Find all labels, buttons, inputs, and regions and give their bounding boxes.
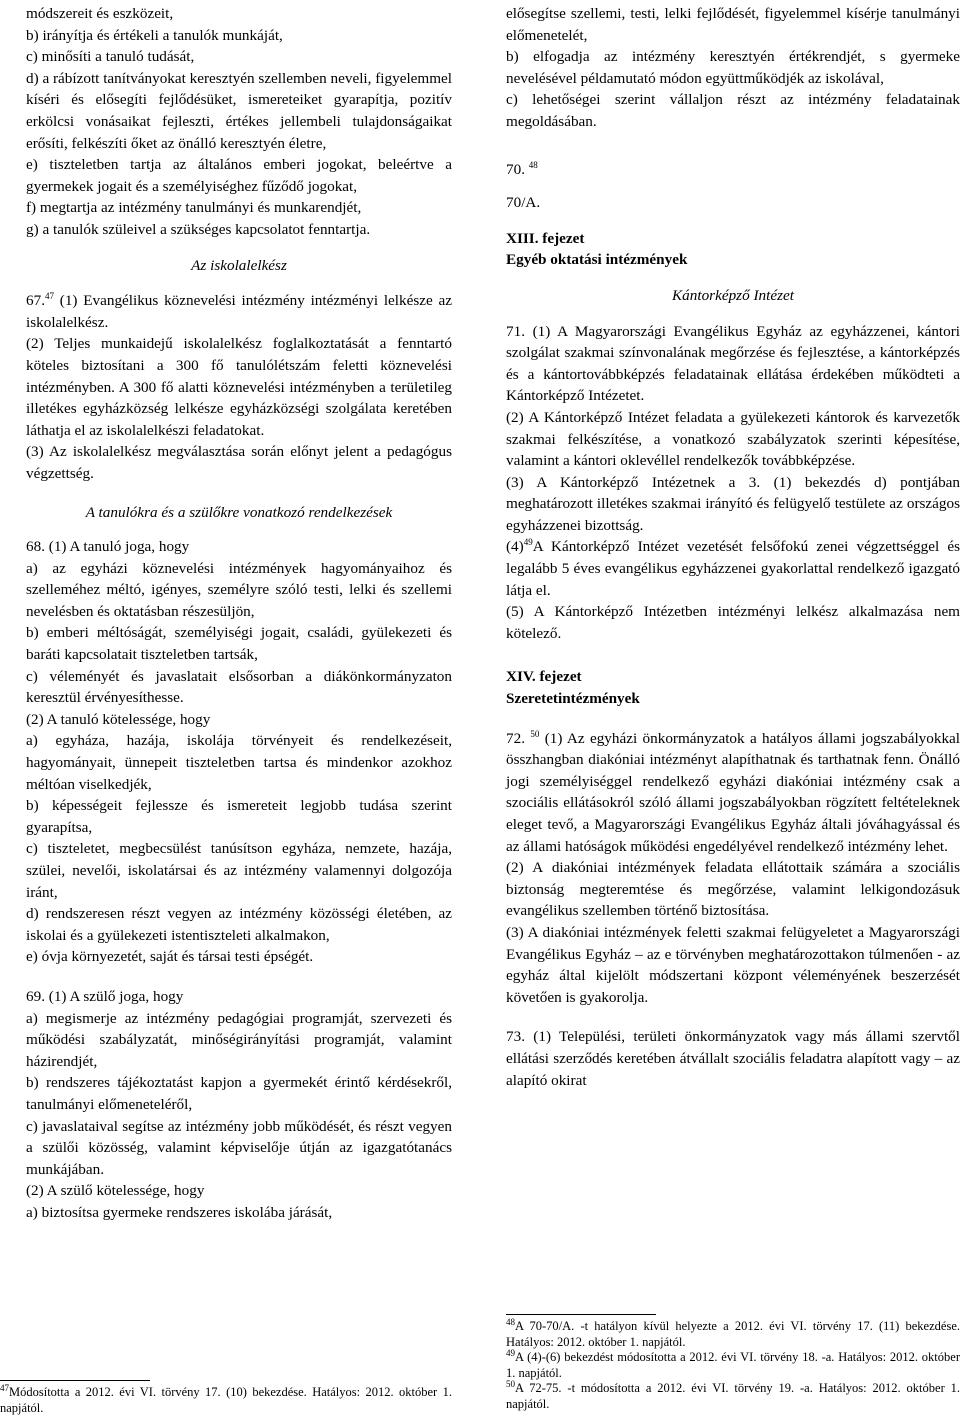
footnote-48: $^{48}$A 70-70/A. -t hatályon kívül helyezte a 2012. évi VI. törvény 17. (11) bekezdése. Hatályos: 2012. október 1. napjától. — [506, 1316, 960, 1349]
footnote-ref: 48 — [528, 159, 538, 170]
section-number: 72. — [506, 729, 531, 747]
paragraph: a) megismerje az intézmény pedagógiai programját, szervezeti és működési szabályzatát, minőségirányítási programját, valamint házirendjét, — [26, 1009, 452, 1070]
footnote-47: $^{47}$Módosította a 2012. évi VI. törvény 17. (10) bekezdése. Hatályos: 2012. október 1. napjától. — [0, 1382, 452, 1415]
paragraph: (2) A tanuló kötelessége, hogy — [26, 710, 211, 728]
section-number: 69. — [26, 987, 49, 1005]
section-heading-school-pastor: Az iskolalelkész — [191, 256, 287, 274]
section-73: 73. (1) Települési, területi önkormányzatok vagy más állami szervtől ellátási szerződés keretében átvállalt szociális feladatra alapított vagy – az alapító okirat — [506, 1028, 960, 1089]
paragraph: c) véleményét és javaslatait elsősorban a diákönkormányzaton keresztül érvényesíthesse. — [26, 667, 452, 707]
intro-line: c) minősíti a tanuló tudását, — [26, 48, 195, 66]
section-number: 70. — [506, 160, 529, 178]
intro-line: d) a rábízott tanítványokat keresztyén szellemben neveli, figyelemmel kíséri és elősegíti fejlődésüket, ismereteiket gyarapítja, pozitív erkölcsi vonásaikat fejleszti, értékes jellembeli tulajdonságaikat erősíti, felkészíti őket az önálló keresztyén életre, — [26, 69, 452, 152]
right-footnotes — [506, 1314, 960, 1412]
chapter-14-title: XIV. fejezet — [506, 668, 582, 686]
paragraph: b) képességeit fejlessze és ismereteit legjobb tudása szerint gyarapítsa, — [26, 797, 452, 836]
paragraph: elősegítse szellemi, testi, lelki fejlődését, figyelemmel kísérje tanulmányi előmenetelét, — [506, 5, 960, 44]
paragraph: a) egyháza, hazája, iskolája törvényeit és rendelkezéseit, hagyományait, ünnepeit tiszteletben tartsa és mindenkor azokhoz méltóan viselkedjék, — [26, 732, 452, 793]
footnote-ref: 47 — [44, 291, 54, 302]
paragraph: b) elfogadja az intézmény keresztyén értékrendjét, s gyermeke nevelésével példamutató módon együttműködjék az iskolával, — [506, 48, 960, 87]
section-69: 69. (1) A szülő joga, hogy — [26, 987, 184, 1005]
chapter-13-title: XIII. fejezet — [506, 229, 585, 247]
intro-line: f) megtartja az intézmény tanulmányi és munkarendjét, — [26, 199, 362, 217]
paragraph: c) lehetőségei szerint vállaljon részt az intézmény feladatainak megoldásában. — [506, 91, 960, 130]
paragraph: $(4)^{49}A$ Kántorképző Intézet vezetését felsőfokú zenei végzettséggel és legalább 5 éves evangélikus egyházzenei gyakorlattal rendelkező igazgató látja el. — [506, 537, 960, 599]
section-number: 73. — [506, 1028, 534, 1046]
section-number: 68. — [26, 538, 49, 556]
section-number: 71. — [506, 322, 533, 340]
left-column — [26, 0, 452, 1223]
section-71: 71. (1) A Magyarországi Evangélikus Egyház az egyházzenei, kántori szolgálat szakmai színvonalának megőrzése és fejlesztése, a kántorképzés és a kántortovábbképzés feladatainak ellátása érdekében működteti a Kántorképző Intézetet. — [506, 322, 960, 405]
chapter-14-subtitle: Szeretetintézmények — [506, 690, 640, 708]
intro-line: g) a tanulók szüleivel a szükséges kapcsolatot fenntartja. — [26, 220, 371, 238]
paragraph: d) rendszeresen részt vegyen az intézmény közösségi életében, az iskolai és a gyülekezeti istentiszteleti alkalmakon, — [26, 905, 452, 944]
section-heading-students-parents: A tanulókra és a szülőkre vonatkozó rendelkezések — [85, 504, 393, 522]
section-68: 68. (1) A tanuló joga, hogy — [26, 538, 190, 556]
footnote-separator — [506, 1314, 656, 1315]
left-footnotes — [0, 1380, 452, 1416]
paragraph: (2) A diakóniai intézmények feladata ellátottaik számára a szociális biztonság megteremtése és megőrzése, valamint lelkigondozásuk evangélikus szellemben történő biztosítása. — [506, 859, 960, 920]
paragraph: e) óvja környezetét, saját és társai testi épségét. — [26, 948, 314, 966]
section-70a — [506, 192, 960, 214]
paragraph: a) biztosítsa gyermeke rendszeres iskolába járását, — [26, 1203, 333, 1221]
right-column — [506, 0, 960, 1091]
footnote-50: $^{50}$A 72-75. -t módosította a 2012. évi VI. törvény 19. -a. Hatályos: 2012. október 1. napjától. — [506, 1378, 960, 1411]
intro-line: e) tiszteletben tartja az általános emberi jogokat, beleértve a gyermekek jogait és a személyiséghez fűződő jogokat, — [26, 156, 452, 195]
paragraph: a) az egyházi köznevelési intézmények hagyományaihoz és szelleméhez méltó, igényes, személyre szóló testi, lelki és szellemi nevelésben és oktatásban részesüljön, — [26, 559, 452, 620]
footnote-49: $^{49}$A (4)-(6) bekezdést módosította a 2012. évi VI. törvény 18. -a. Hatályos: 2012. október 1. napjától. — [506, 1347, 960, 1380]
paragraph: (3) Az iskolalelkész megválasztása során előnyt jelent a pedagógus végzettség. — [26, 443, 452, 482]
paragraph: b) rendszeres tájékoztatást kapjon a gyermekét érintő kérdésekről, tanulmányi előmeneteléről, — [26, 1074, 452, 1113]
section-number: 70/A. — [506, 194, 541, 212]
paragraph: (3) A Kántorképző Intézetnek a 3. (1) bekezdés d) pontjában meghatározott illetékes szakmai irányító és felügyelő testülete az országos egyházzenei bizottság. — [506, 473, 960, 534]
paragraph: (3) A diakóniai intézmények feletti szakmai felügyeletet a Magyarországi Evangélikus Egyház – az e törvényben meghatározottakon túlmenően - az egyház által kijelölt módszertani központ véleményének beszerzését követően is gyakorolja. — [506, 923, 960, 1006]
paragraph: c) tiszteletet, megbecsülést tanúsítson egyháza, nemzete, hazája, szülei, nevelői, iskolatársai és az intézmény valamennyi dolgozója iránt, — [26, 840, 452, 901]
section-72: 72. $^{50}$ (1) Az egyházi önkormányzatok a hatályos állami jogszabályokkal összhangban diakóniai intézményt alapíthatnak és tarthatnak fenn. Önálló jogi személyiséggel rendelkező egyházi diakóniai intézmény csak a szociális ellátásokról szóló állami jogszabályokban rögzített feltételeknek eleget tevő, a Magyarországi Evangélikus Egyház általi jóváhagyással és az állami hatóságok működési engedélyével rendelkező intézmény lehet. — [506, 728, 960, 855]
paragraph: c) javaslataival segítse az intézmény jobb működését, és részt vegyen a szülői közösség, valamint képviselője útján az igazgatótanács munkájában. — [26, 1117, 452, 1178]
footnote-ref: 50 — [530, 728, 540, 739]
paragraph: (5) A Kántorképző Intézetben intézményi lelkész alkalmazása nem kötelező. — [506, 603, 960, 642]
section-67: 67.47 (1) Evangélikus köznevelési intézmény intézményi lelkésze az iskolalelkész. — [26, 291, 452, 331]
section-70 — [506, 159, 960, 181]
intro-line: módszereit és eszközeit, — [26, 5, 174, 22]
paragraph: b) emberi méltóságát, személyiségi jogait, családi, gyülekezeti és baráti kapcsolatait tiszteletben tartsák, — [26, 624, 452, 664]
chapter-13-subtitle: Egyéb oktatási intézmények — [506, 251, 688, 269]
footnote-separator — [0, 1380, 150, 1381]
paragraph: (2) Teljes munkaidejű iskolalelkész foglalkoztatását a fenntartó köteles biztosítani a 300 fő tanulólétszám feletti köznevelési intézményben. A 300 fő alatti köznevelési intézményben a területileg illetékes egyházközség lelkésze egyházközségi szolgálata keretében láthatja el az iskolalelkészi feladatokat. — [26, 335, 452, 439]
section-heading-cantor: Kántorképző Intézet — [672, 286, 794, 304]
footnote-ref: 49 — [523, 537, 533, 548]
paragraph: (2) A Kántorképző Intézet feladata a gyülekezeti kántorok és karvezetők szakmai felkészítése, a vonatkozó szabályzatok szerinti képesítése, valamint a kántori oklevéllel rendelkezők továbbképzése. — [506, 408, 960, 470]
section-number: 67. — [26, 292, 45, 310]
paragraph: (2) A szülő kötelessége, hogy — [26, 1182, 205, 1200]
intro-line: b) irányítja és értékeli a tanulók munkáját, — [26, 26, 283, 44]
